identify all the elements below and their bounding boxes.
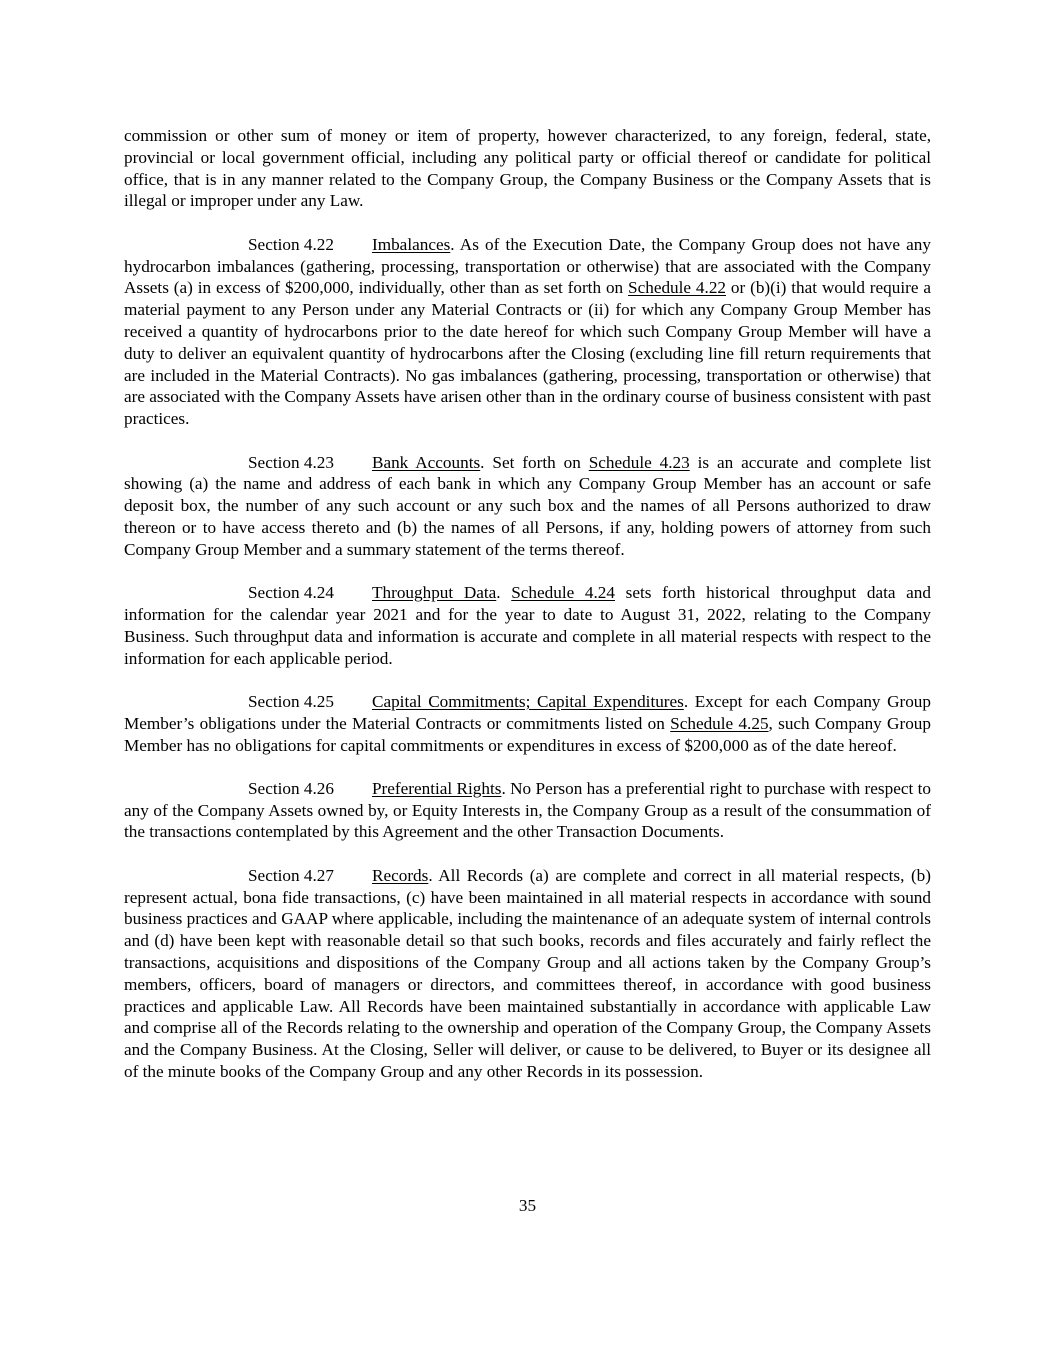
section-number: Section 4.25 [248, 691, 334, 711]
section-text: is an accurate and complete list showing (a) the name and address of each bank in which any Company Group Member has an account or safe deposit box, the number of any such account or any such box and the names of all Persons authorized to draw thereon or to have access thereto and (b) the names of all Persons, if any, holding powers of attorney from such Company Group Member and a summary statement of the terms thereof. [124, 452, 931, 559]
section-number: Section 4.24 [248, 583, 334, 603]
section-title: Bank Accounts [372, 452, 481, 472]
schedule-reference: Schedule 4.24 [511, 583, 615, 603]
section-text: . Set forth on [480, 452, 589, 472]
section-4-25-paragraph [124, 691, 931, 756]
schedule-reference: Schedule 4.23 [588, 452, 690, 472]
schedule-reference: Schedule 4.25 [670, 713, 769, 733]
section-title: Preferential Rights [372, 778, 502, 798]
section-text: . As of the Execution Date, the Company Group does not have any hydrocarbon imbalances (gathering, processing, transportation or otherwise) that are associated with the Company Assets (a) in excess of $200,000, individually, other than as set forth on [124, 234, 931, 298]
section-text: . [496, 583, 512, 603]
section-text: . No Person has a preferential right to purchase with respect to any of the Company Assets owned by, or Equity Interests in, the Company Group as a result of the consummation of the transactions contemplated by this Agreement and the other Transaction Documents. [124, 778, 931, 842]
section-number: Section 4.26 [248, 778, 334, 798]
section-text: , such Company Group Member has no obligations for capital commitments or expenditures in excess of $200,000 as of the date hereof. [124, 713, 931, 755]
section-number: Section 4.23 [248, 452, 334, 472]
section-4-24-paragraph [124, 582, 931, 669]
schedule-reference: Schedule 4.22 [628, 278, 727, 298]
section-4-23-paragraph [124, 452, 931, 561]
section-title: Records [372, 865, 429, 885]
section-4-26-paragraph [124, 778, 931, 843]
section-number: Section 4.22 [248, 234, 334, 254]
document-page [124, 125, 931, 1104]
section-text: . Except for each Company Group Member’s obligations under the Material Contracts or commitments listed on [124, 691, 931, 733]
section-4-27-paragraph [124, 865, 931, 1083]
section-title: Imbalances [372, 234, 451, 254]
section-title: Throughput Data [372, 583, 497, 603]
page-number: 35 [518, 1196, 537, 1215]
section-number: Section 4.27 [248, 865, 334, 885]
section-title: Capital Commitments; Capital Expenditures [372, 691, 684, 711]
section-4-22-paragraph [124, 234, 931, 430]
section-text: . All Records (a) are complete and correct in all material respects, (b) represent actual, bona fide transactions, (c) have been maintained in all material respects in accordance with sound business practices and GAAP where applicable, including the maintenance of an adequate system of internal controls and (d) have been kept with reasonable detail so that such books, records and files accurately and fairly reflect the transactions, acquisitions and dispositions of the Company Group and all actions taken by the Company Group’s members, officers, board of managers or directors, and committees thereof, in accordance with good business practices and applicable Law. All Records have been maintained substantially in accordance with applicable Law and comprise all of the Records relating to the ownership and operation of the Company Group, the Company Assets and the Company Business. At the Closing, Seller will deliver, or cause to be delivered, to Buyer or its designee all of the minute books of the Company Group and any other Records in its possession. [124, 865, 931, 1082]
intro-paragraph: commission or other sum of money or item of property, however characterized, to any foreign, federal, state, provincial or local government official, including any political party or official thereof or candidate for political office, that is in any manner related to the Company Group, the Company Business or the Company Assets that is illegal or improper under any Law. [124, 126, 931, 211]
section-text: or (b)(i) that would require a material payment to any Person under any Material Contracts or (ii) for which any Company Group Member has received a quantity of hydrocarbons prior to the date hereof for which such Company Group Member will have a duty to deliver an equivalent quantity of hydrocarbons after the Closing (excluding line fill return requirements that are included in the Material Contracts). No gas imbalances (gathering, processing, transportation or otherwise) that are associated with the Company Assets have arisen other than in the ordinary course of business consistent with past practices. [124, 278, 931, 429]
section-text: sets forth historical throughput data and information for the calendar year 2021 and for the year to date to August 31, 2022, relating to the Company Business. Such throughput data and information is accurate and complete in all material respects with respect to the information for each applicable period. [124, 583, 931, 668]
